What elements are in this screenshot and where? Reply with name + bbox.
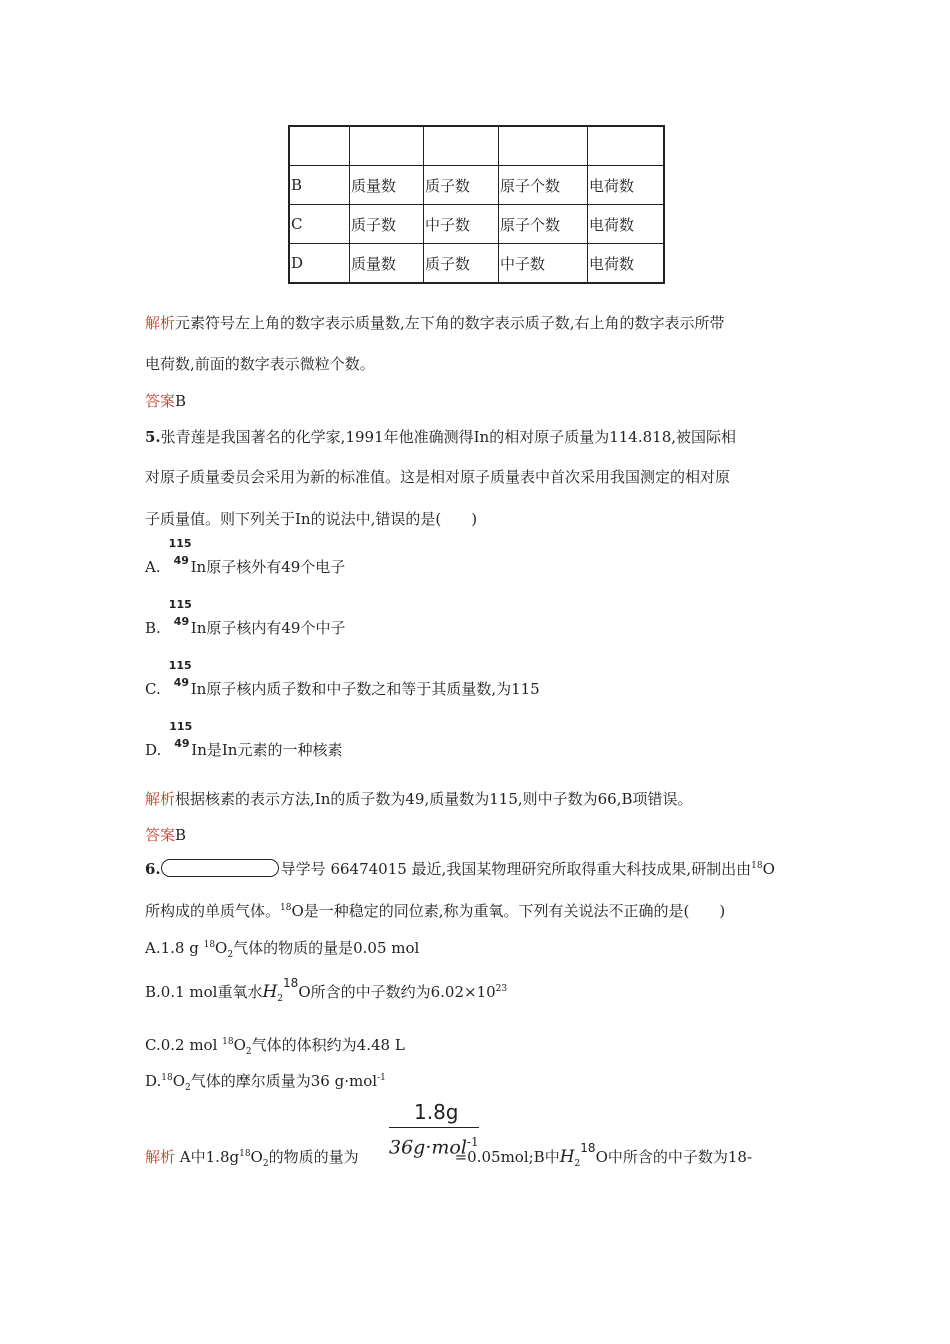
q6-option-b[interactable]: B.0.1 mol重氧水$H_2^{18}O$所含的中子数约为$6.02\times 10^{23}$ — [145, 976, 508, 1004]
analysis-label: 解析 — [145, 314, 176, 332]
nuclide-symbol: 115 49 — [169, 720, 193, 750]
answer-label: 答案 — [145, 392, 176, 410]
q5-option-d[interactable]: D. 115 49 In是In元素的一种核素 — [145, 720, 343, 759]
option-text: 原子核外有49个电子 — [206, 558, 346, 576]
q5-option-c[interactable]: C. 115 49 In原子核内质子数和中子数之和等于其质量数,为115 — [145, 659, 540, 698]
q6-option-a[interactable]: A.1.8 g $^{18}O_2$气体的物质的量是0.05 mol — [145, 939, 420, 960]
table-cell: 电荷数 — [588, 205, 665, 244]
q4-answer — [145, 390, 186, 411]
reference-box-icon — [161, 859, 279, 877]
table-cell: C — [289, 205, 350, 244]
option-letter: D. — [145, 741, 162, 759]
table-cell: 质量数 — [350, 166, 424, 205]
q4-analysis-line1 — [145, 312, 725, 333]
q4-analysis-line2: 电荷数,前面的数字表示微粒个数。 — [145, 355, 375, 373]
nuclide-symbol: 115 49 — [168, 659, 192, 689]
q6-option-d[interactable]: $D.^{18}O_2$气体的摩尔质量为36 g·mol$^{-1}$ — [145, 1072, 386, 1093]
q5-stem-line1 — [145, 426, 736, 447]
option-letter: C. — [145, 680, 161, 698]
q5-answer — [145, 824, 186, 845]
q6-stem-line1: 6. 导学号 66474015 最近,我国某物理研究所取得重大科技成果,研制出由$^{18}$O — [145, 860, 775, 878]
analysis-text: 元素符号左上角的数字表示质量数,左下角的数字表示质子数,右上角的数字表示所带 — [175, 314, 725, 332]
table-cell — [289, 126, 350, 166]
q6-analysis: 解析 A中$1.8g^{18}O_2$的物质的量为 =0.05mol;B中$H_2^{18}O$中所含的中子数为18- — [145, 1141, 753, 1169]
table-cell — [424, 126, 499, 166]
q6-option-c[interactable]: C.0.2 mol $^{18}O_2$气体的体积约为4.48 L — [145, 1036, 405, 1057]
table-row — [289, 205, 664, 244]
fraction-numerator: 1.8g — [414, 1100, 459, 1124]
answer-value: B — [175, 392, 187, 410]
answer-label: 答案 — [145, 826, 176, 844]
analysis-label: 解析 — [145, 790, 176, 808]
q6-stem-line2: 所构成的单质气体。$^{18}$O是一种稳定的同位素,称为重氧。下列有关说法不正确的是( ) — [145, 902, 726, 920]
table-row — [289, 244, 664, 284]
stem-text: 张青莲是我国著名的化学家,1991年他准确测得In的相对原子质量为114.818,被国际相 — [160, 428, 736, 446]
table-row — [289, 126, 664, 166]
fraction-denominator: 36g·mol$^{-1}$ — [389, 1135, 479, 1159]
analysis-text: 根据核素的表示方法,In的质子数为49,质量数为115,则中子数为66,B项错误。 — [175, 790, 693, 808]
table-cell: 中子数 — [499, 244, 588, 284]
option-letter: B. — [145, 619, 161, 637]
option-letter: A. — [145, 558, 161, 576]
fraction-bar — [389, 1127, 479, 1128]
q5-analysis — [145, 788, 693, 809]
answer-value: B — [175, 826, 187, 844]
table-cell — [588, 126, 665, 166]
q5-option-b[interactable]: B. 115 49 In原子核内有49个中子 — [145, 598, 346, 637]
q5-stem-line2: 对原子质量委员会采用为新的标准值。这是相对原子质量表中首次采用我国测定的相对原 — [145, 468, 731, 486]
table-cell — [499, 126, 588, 166]
option-text: 是In元素的一种核素 — [206, 741, 343, 759]
option-text: 原子核内质子数和中子数之和等于其质量数,为115 — [206, 680, 540, 698]
question-number: 5. — [145, 428, 161, 446]
nuclide-symbol: 115 49 — [168, 598, 192, 628]
table-cell: 原子个数 — [499, 205, 588, 244]
table-cell: 中子数 — [424, 205, 499, 244]
table-cell: 质子数 — [350, 205, 424, 244]
table-cell — [350, 126, 424, 166]
q5-option-a[interactable]: A. 115 49 In原子核外有49个电子 — [145, 537, 346, 576]
table-cell: 电荷数 — [588, 166, 665, 205]
table-cell: 质子数 — [424, 244, 499, 284]
table-cell: 质量数 — [350, 244, 424, 284]
table-cell: D — [289, 244, 350, 284]
table-cell: 原子个数 — [499, 166, 588, 205]
options-table — [288, 125, 665, 284]
q5-stem-line3: 子质量值。则下列关于In的说法中,错误的是( ) — [145, 510, 478, 528]
question-number: 6. — [145, 860, 161, 878]
table-row — [289, 166, 664, 205]
analysis-label: 解析 — [145, 1148, 176, 1166]
nuclide-symbol: 115 49 — [168, 537, 192, 567]
option-text: 原子核内有49个中子 — [206, 619, 346, 637]
table-cell: 质子数 — [424, 166, 499, 205]
table-cell: B — [289, 166, 350, 205]
table-cell: 电荷数 — [588, 244, 665, 284]
